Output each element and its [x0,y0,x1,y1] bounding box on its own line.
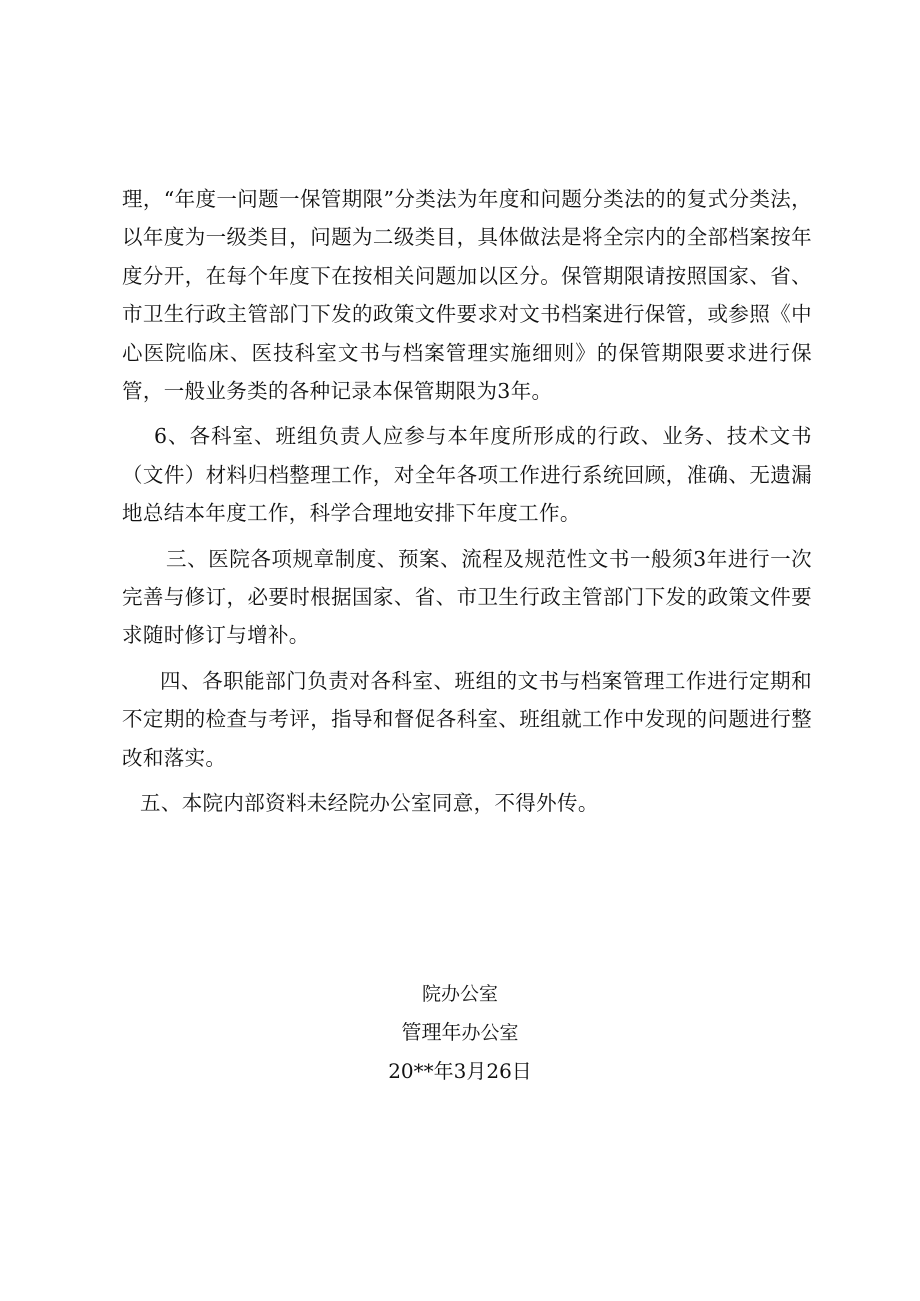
paragraph-classification-method: 理，“年度一问题一保管期限”分类法为年度和问题分类法的的复式分类法，以年度为一级类目，问题为二级类目，具体做法是将全宗内的全部档案按年度分开，在每个年度下在按相关问题加以区分。保管期限请按照国家、省、市卫生行政主管部门下发的政策文件要求对文书档案进行保管，或参照《中心医院临床、医技科室文书与档案管理实施细则》的保管期限要求进行保管，一般业务类的各种记录本保管期限为3年。 [122,187,812,404]
signature-date: 20**年3月26日 [388,1059,532,1083]
signature-admin-suffix: 办公室 [461,1022,519,1044]
paragraph-section-4: 四、各职能部门负责对各科室、班组的文书与档案管理工作进行定期和不定期的检查与考评，指导和督促各科室、班组就工作中发现的问题进行整改和落实。 [122,668,812,770]
paragraph-section-3: 三、医院各项规章制度、预案、流程及规范性文书一般须3年进行一次完善与修订，必要时根据国家、省、市卫生行政主管部门下发的政策文件要求随时修订与增补。 [122,546,812,648]
document-body [122,180,812,823]
signature-office: 院办公室 [421,983,498,1005]
signature-block [322,975,598,1090]
paragraph-section-5: 五、本院内部资料未经院办公室同意，不得外传。 [140,791,599,816]
paragraph-item-6: 6、各科室、班组负责人应参与本年度所形成的行政、业务、技术文书（文件）材料归档整理工作，对全年各项工作进行系统回顾，准确、无遗漏地总结本年度工作，科学合理地安排下年度工作。 [122,424,812,526]
signature-admin-office [322,1013,598,1052]
signature-admin-prefix: 管理年 [401,1020,462,1044]
